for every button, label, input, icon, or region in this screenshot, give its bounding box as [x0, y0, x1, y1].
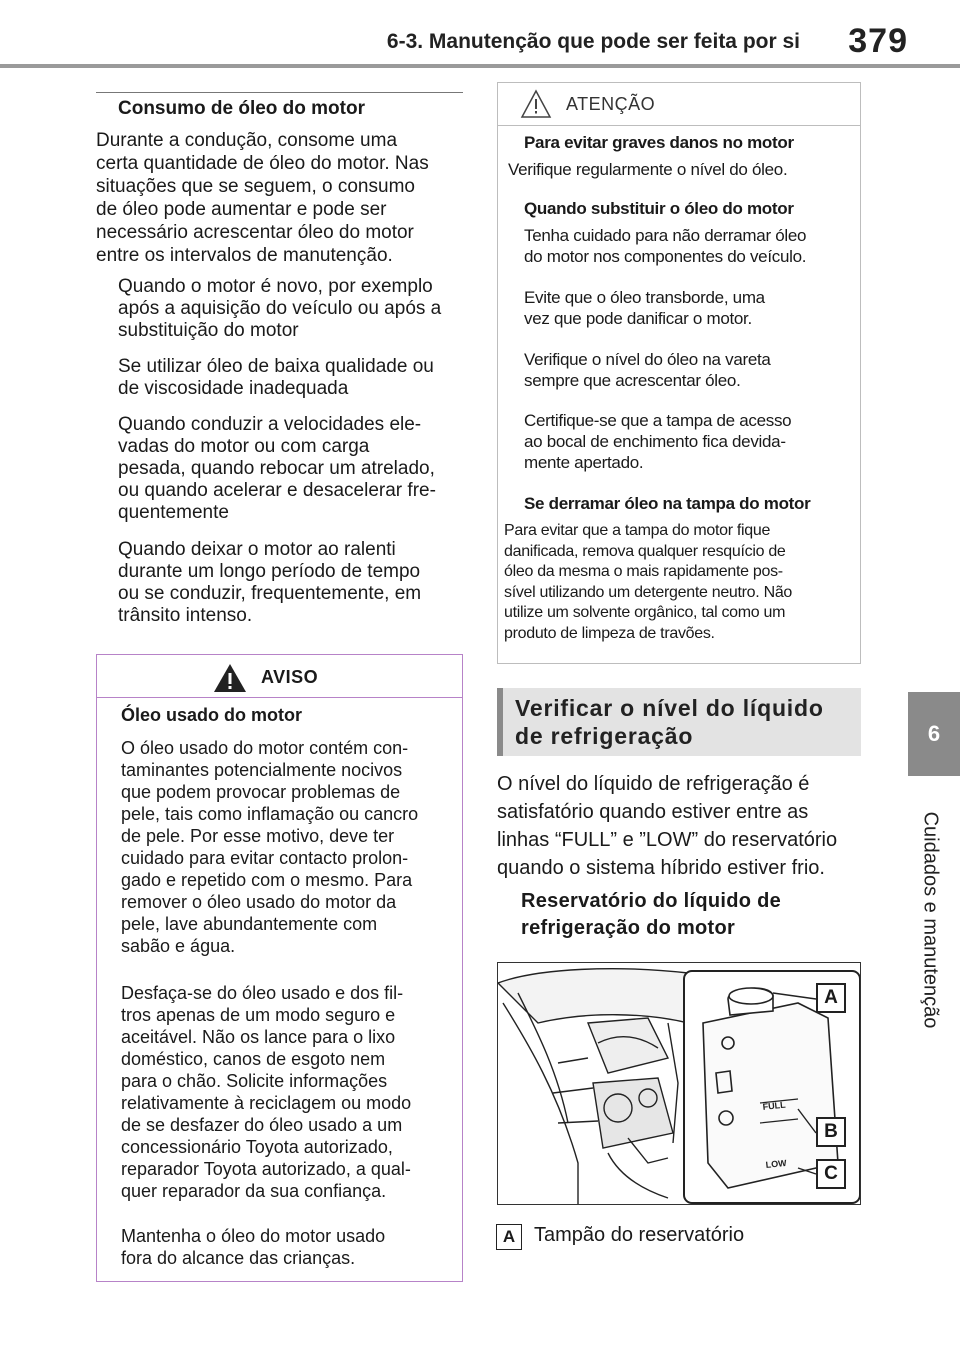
intro-line: certa quantidade de óleo do motor. Nas: [96, 153, 429, 174]
section-title: 6-3. Manutenção que pode ser feita por si: [386, 30, 800, 53]
page-number: 379: [848, 22, 908, 60]
bullet-line: ou quando acelerar e desacelerar fre-: [118, 480, 436, 501]
text-line: vez que pode danificar o motor.: [524, 309, 752, 328]
text-line: doméstico, canos de esgoto nem: [121, 1049, 386, 1069]
heading-line: de refrigeração: [515, 723, 694, 749]
bullet-item: [118, 539, 468, 627]
coolant-body: [497, 770, 867, 882]
caution-triangle-icon: [520, 89, 552, 119]
attention-subheading: Quando substituir o óleo do motor: [524, 199, 794, 218]
warning-box: [96, 654, 463, 1282]
callout-a: A: [816, 983, 846, 1013]
text-line: para o chão. Solicite informações: [121, 1071, 388, 1091]
warning-triangle-icon: [213, 663, 247, 693]
text-line: pele, lave abundantemente com: [121, 914, 378, 934]
bullet-line: substituição do motor: [118, 320, 299, 341]
text-line: de pele. Por esse motivo, deve ter: [121, 826, 395, 846]
text-line: utilize um solvente orgânico, tal como um: [504, 604, 786, 621]
warning-paragraph: [121, 982, 461, 1202]
text-line: mente apertado.: [524, 453, 644, 472]
intro-line: necessário acrescentar óleo do motor: [96, 222, 414, 243]
text-line: tros apenas de um modo seguro e: [121, 1005, 396, 1025]
bullet-line: durante um longo período de tempo: [118, 561, 421, 582]
warning-header: [97, 655, 462, 698]
attention-paragraph: [504, 521, 856, 644]
text-line: ao bocal de enchimento fica devida-: [524, 432, 786, 451]
bullet-line: ou se conduzir, frequentemente, em: [118, 583, 422, 604]
bullet-line: pesada, quando rebocar um atrelado,: [118, 458, 435, 479]
bullet-line: trânsito intenso.: [118, 605, 253, 626]
text-line: Para evitar que a tampa do motor fique: [504, 522, 771, 539]
warning-label: AVISO: [261, 667, 319, 687]
text-line: pele, tais como inflamação ou cancro: [121, 804, 419, 824]
bullet-line: Quando o motor é novo, por exemplo: [118, 276, 433, 297]
attention-header: [498, 83, 860, 126]
chapter-label: Cuidados e manutenção: [919, 811, 942, 1029]
section-heading: [515, 694, 855, 750]
bullet-line: Quando conduzir a velocidades ele-: [118, 414, 422, 435]
subsection-rule: [96, 92, 463, 94]
intro-line: situações que se seguem, o consumo: [96, 176, 415, 197]
attention-paragraph: [524, 410, 854, 473]
text-line: Verifique o nível do óleo na vareta: [524, 350, 771, 369]
chapter-label-wrap: [900, 790, 960, 1050]
text-line: de se desfazer do óleo usado a um: [121, 1115, 403, 1135]
text-line: produto de limpeza de travões.: [504, 624, 715, 642]
text-line: danificada, remova qualquer resquício de: [504, 542, 786, 560]
bullet-line: quentemente: [118, 502, 229, 523]
text-line: aceitável. Não os lance para o lixo: [121, 1027, 396, 1047]
text-line: relativamente à reciclagem ou modo: [121, 1093, 412, 1113]
body-line: O nível do líquido de refrigeração é: [497, 773, 810, 795]
callout-b: B: [816, 1117, 846, 1147]
oil-consumption-intro: [96, 129, 466, 267]
attention-subheading: Para evitar graves danos no motor: [524, 133, 794, 152]
intro-line: Durante a condução, consome uma: [96, 130, 398, 151]
warning-paragraph: [121, 737, 461, 957]
subheading-line: refrigeração do motor: [521, 917, 736, 939]
body-line: linhas “FULL” e ”LOW” do reservatório: [497, 829, 838, 851]
text-line: Desfaça-se do óleo usado e dos fil-: [121, 983, 404, 1003]
text-line: O óleo usado do motor contém con-: [121, 738, 409, 758]
text-line: Evite que o óleo transborde, uma: [524, 288, 765, 307]
text-line: do motor nos componentes do veículo.: [524, 247, 807, 266]
reservoir-subheading: [521, 888, 861, 942]
text-line: Mantenha o óleo do motor usado: [121, 1226, 386, 1246]
warning-paragraph: [121, 1225, 461, 1269]
engine-bay-illustration: [498, 963, 861, 1205]
attention-paragraph: [524, 287, 854, 329]
bullet-item: [118, 356, 468, 400]
attention-box: [497, 82, 861, 664]
attention-subheading: Se derramar óleo na tampa do motor: [524, 494, 811, 513]
intro-line: de óleo pode aumentar e pode ser: [96, 199, 387, 220]
chapter-number-tab: 6: [908, 692, 960, 776]
body-line: satisfatório quando estiver entre as: [497, 801, 809, 823]
bullet-item: [118, 276, 468, 342]
heading-line: Verificar o nível do líquido: [515, 695, 824, 721]
text-line: remover o óleo usado do motor da: [121, 892, 397, 912]
coolant-reservoir-diagram: [497, 962, 861, 1205]
bullet-line: Quando deixar o motor ao ralenti: [118, 539, 396, 560]
oil-consumption-heading: Consumo de óleo do motor: [118, 98, 365, 119]
text-line: óleo da mesma o mais rapidamente pos-: [504, 563, 783, 580]
bullet-item: [118, 414, 468, 524]
text-line: taminantes potencialmente nocivos: [121, 760, 403, 780]
text-line: sível utilizando um detergente neutro. Não: [504, 583, 793, 601]
attention-paragraph: [524, 225, 854, 267]
text-line: Certifique-se que a tampa de acesso: [524, 411, 792, 430]
subheading-line: Reservatório do líquido de: [521, 890, 782, 912]
text-line: Tenha cuidado para não derramar óleo: [524, 226, 807, 245]
header-rule: [0, 64, 960, 68]
text-line: sabão e água.: [121, 936, 236, 956]
text-line: gado e repetido com o mesmo. Para: [121, 870, 413, 890]
legend-key-a: A: [496, 1224, 522, 1250]
bullet-line: após a aquisição do veículo ou após a: [118, 298, 442, 319]
section-heading-band: [497, 688, 861, 756]
text-line: quer reparador da sua confiança.: [121, 1181, 387, 1201]
bullet-line: Se utilizar óleo de baixa qualidade ou: [118, 356, 434, 377]
body-line: quando o sistema híbrido estiver frio.: [497, 857, 825, 879]
text-line: fora do alcance das crianças.: [121, 1248, 356, 1268]
attention-text: Verifique regularmente o nível do óleo.: [508, 160, 788, 179]
text-line: sempre que acrescentar óleo.: [524, 371, 741, 390]
full-mark: FULL: [762, 1099, 787, 1112]
low-mark: LOW: [765, 1157, 788, 1170]
text-line: cuidado para evitar contacto prolon-: [121, 848, 409, 868]
callout-c: C: [816, 1159, 846, 1189]
text-line: que podem provocar problemas de: [121, 782, 401, 802]
intro-line: entre os intervalos de manutenção.: [96, 245, 393, 266]
legend-text-a: Tampão do reservatório: [534, 1224, 745, 1246]
attention-label: ATENÇÃO: [566, 94, 656, 114]
text-line: reparador Toyota autorizado, a qual-: [121, 1159, 411, 1179]
bullet-line: de viscosidade inadequada: [118, 378, 349, 399]
bullet-line: vadas do motor ou com carga: [118, 436, 370, 457]
warning-subheading: Óleo usado do motor: [121, 705, 303, 725]
text-line: concessionário Toyota autorizado,: [121, 1137, 393, 1157]
attention-paragraph: [524, 349, 854, 391]
